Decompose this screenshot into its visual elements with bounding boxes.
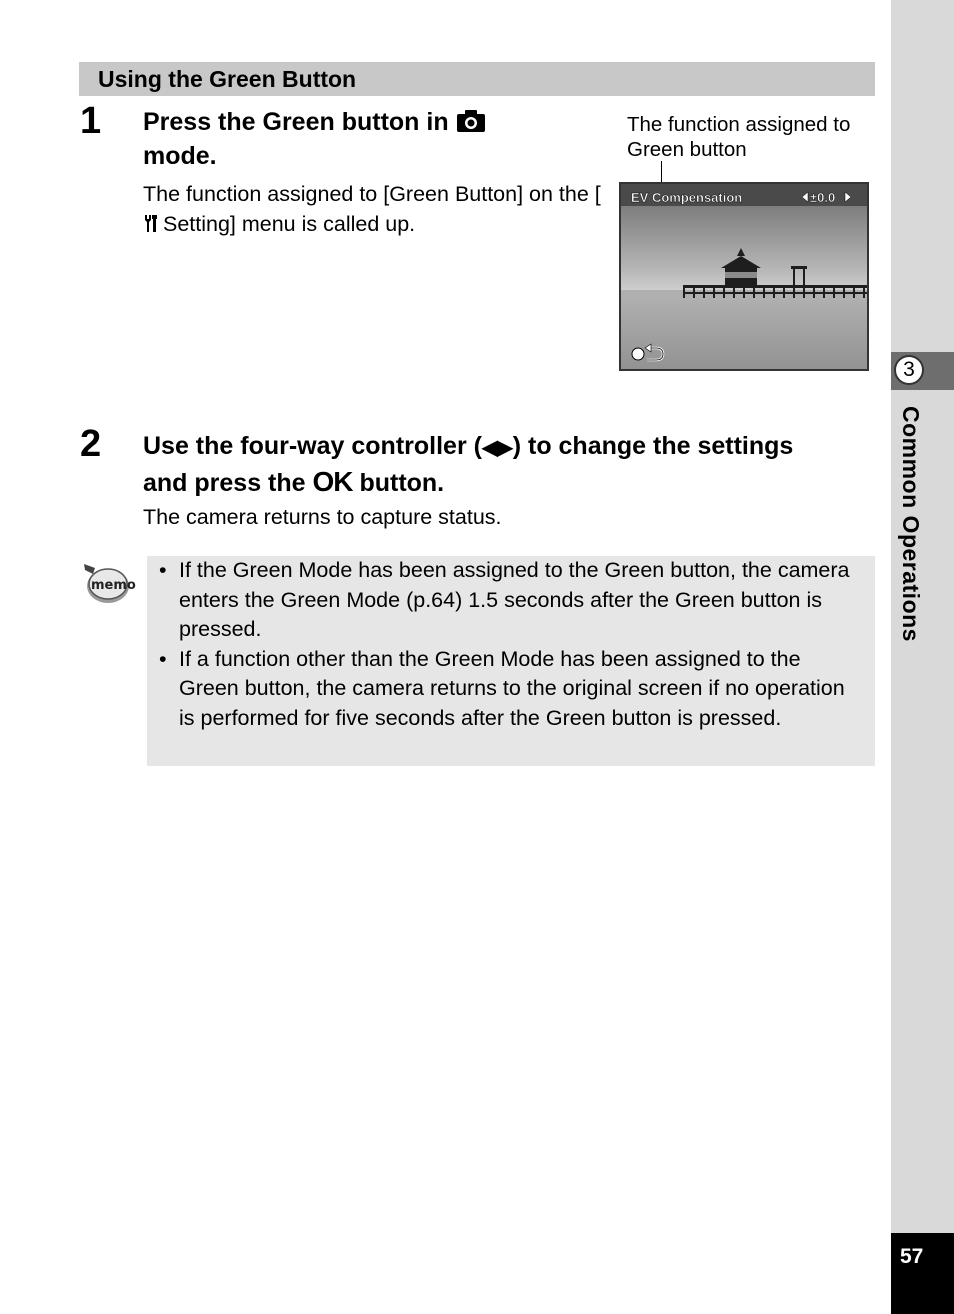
step-1-heading [143, 105, 573, 173]
camera-icon [456, 109, 486, 133]
lcd-photo [621, 184, 867, 369]
step-1-body-part-b: Setting] menu is called up. [157, 212, 416, 236]
chapter-side-tab [891, 0, 954, 1314]
screen-callout-text: The function assigned to Green button [627, 113, 851, 161]
memo-item [159, 556, 865, 645]
step-1-number: 1 [80, 100, 102, 142]
memo-list [159, 556, 865, 733]
step-2-body: The camera returns to capture status. [143, 505, 502, 529]
step-1-heading-part-b: mode. [143, 142, 217, 170]
page-number: 57 [900, 1245, 924, 1268]
step-2-heading-part-c: button. [352, 469, 445, 497]
step-2-heading [143, 429, 843, 500]
section-title: Using the Green Button [98, 66, 357, 92]
step-1-body-part-a: The function assigned to [Green Button] on the [ [143, 182, 601, 206]
ok-button-glyph: OK [312, 466, 353, 497]
memo-item [159, 645, 865, 734]
lcd-menu-bar [631, 190, 851, 205]
chapter-label: Common Operations [898, 406, 924, 642]
step-1-body [143, 179, 603, 239]
memo-item-text: If a function other than the Green Mode has been assigned to the Green button, the camera returns to the original screen if no operation is performed for five seconds after the Green button is pressed. [179, 646, 845, 730]
memo-item-text: If the Green Mode has been assigned to the Green button, the camera enters the Green Mode (p.64) 1.5 seconds after the Green button is pressed. [179, 558, 850, 641]
bullet-icon: • [159, 558, 167, 582]
svg-text:memo: memo [91, 578, 136, 593]
step-2-number: 2 [80, 423, 102, 465]
memo-box [147, 556, 875, 766]
lcd-ev-value: ±0.0 [810, 190, 836, 205]
bullet-icon: • [159, 646, 167, 671]
wrench-icon [143, 214, 157, 233]
left-right-arrows-icon: ◀▶ [481, 437, 513, 459]
page-number-box [891, 1233, 954, 1314]
step-2-heading-part-a: Use the four-way controller ( [143, 432, 482, 460]
lcd-menu-label: EV Compensation [631, 190, 743, 205]
memo-icon [81, 560, 136, 606]
section-header-bar [79, 62, 875, 96]
camera-lcd-screen [619, 182, 869, 371]
step-2-heading-part-b: ) to change the settings and press the [143, 432, 794, 497]
step-1-heading-part-a: Press the Green button in [143, 108, 456, 136]
chapter-number: 3 [894, 355, 924, 385]
